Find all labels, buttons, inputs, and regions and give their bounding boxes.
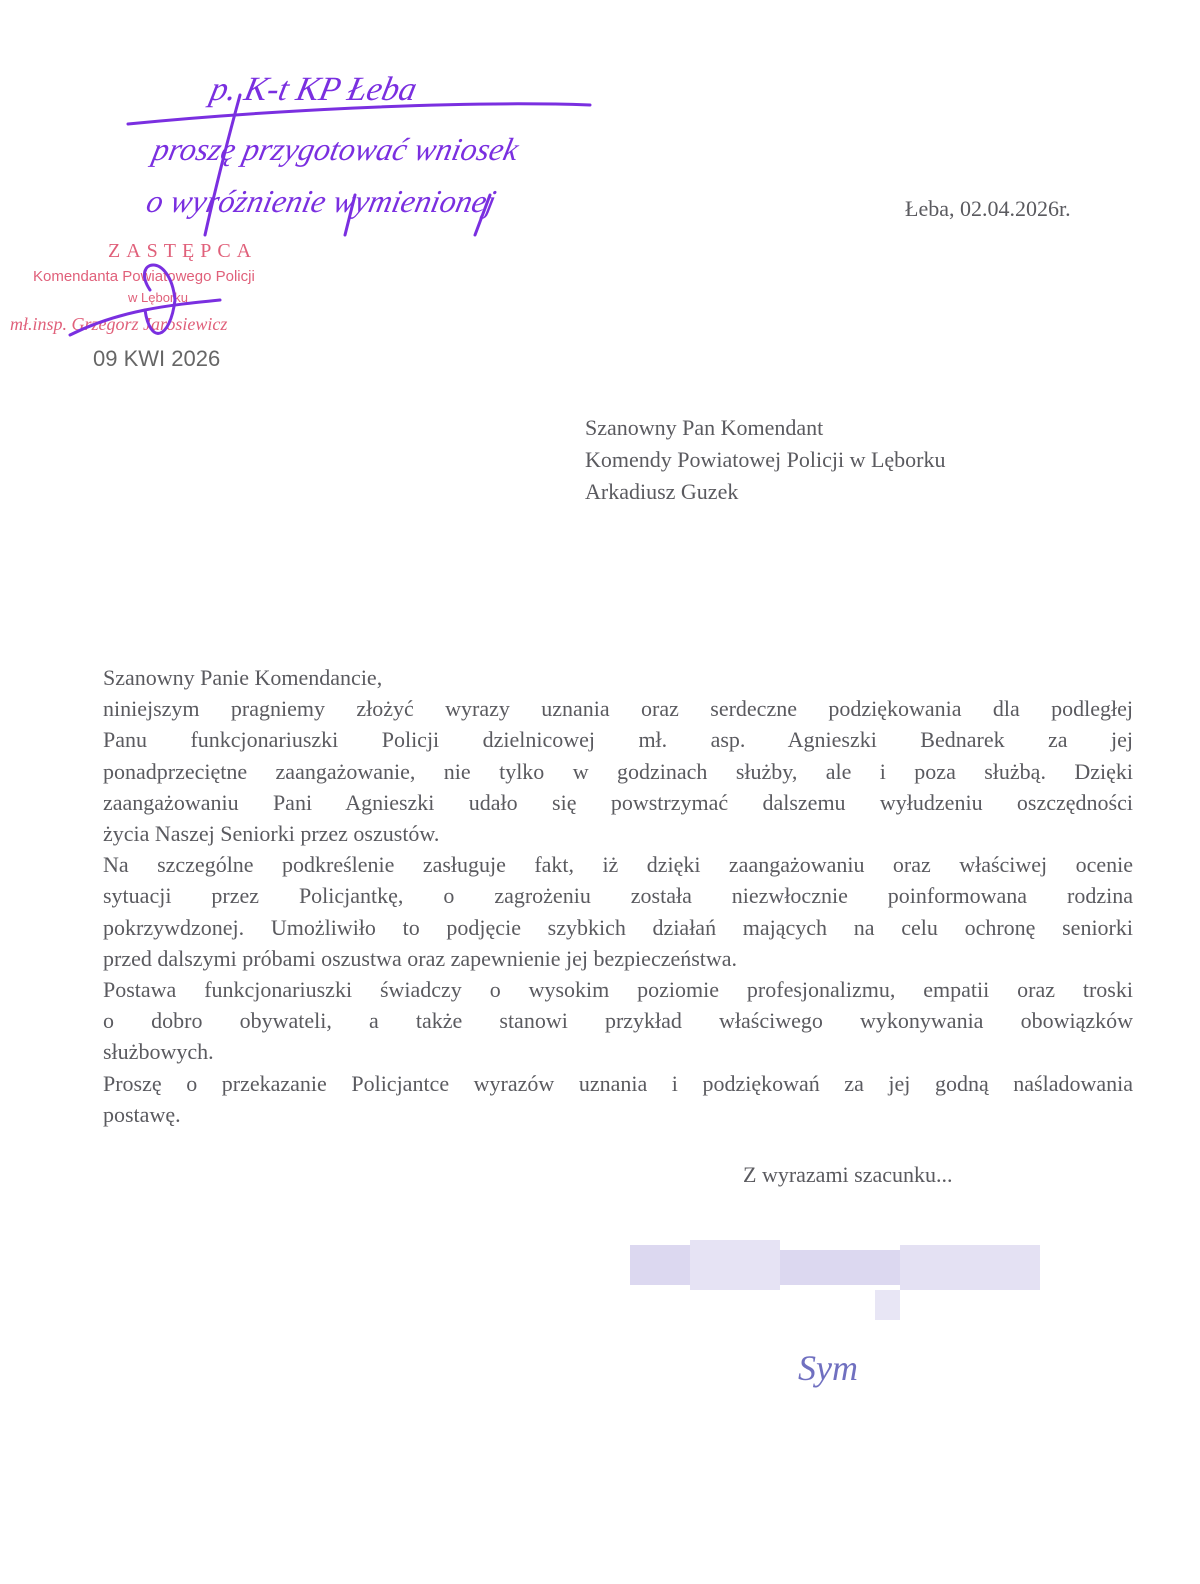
stamp-name: mł.insp. Grzegorz Jarosiewicz — [10, 314, 228, 334]
body-line: przed dalszymi próbami oszustwa oraz zapewnienie jej bezpieczeństwa. — [103, 945, 738, 971]
body-line: Na szczególne podkreślenie zasługuje fakt, iż dzięki zaangażowaniu oraz właściwej ocenie — [103, 852, 1133, 878]
recipient-line: Komendy Powiatowej Policji w Lęborku — [585, 447, 946, 472]
body-line: służbowych. — [103, 1039, 214, 1065]
body-line: zaangażowaniu Pani Agnieszki udało się powstrzymać dalszemu wyłudzeniu oszczędności — [103, 789, 1133, 815]
annotation-line2: proszę przygotować wniosek — [149, 131, 522, 167]
annotation-line1: p. K-t KP Łeba — [207, 70, 421, 108]
body-line: sytuacji przez Policjantkę, o zagrożeniu została niezwłocznie poinformowana rodzina — [103, 883, 1133, 909]
body-line: postawę. — [103, 1101, 181, 1127]
body-line: Postawa funkcjonariuszki świadczy o wysokim poziomie profesjonalizmu, empatii oraz troski — [103, 977, 1133, 1003]
recipient-line: Arkadiusz Guzek — [585, 479, 739, 504]
signature-loop — [144, 265, 175, 333]
body-line: o dobro obywateli, a także stanowi przykład właściwego wykonywania obowiązków — [103, 1008, 1133, 1034]
date-stamp: 09 KWI 2026 — [93, 346, 221, 371]
stamp-line1: Komendanta Powiatowego Policji — [33, 268, 255, 285]
body-line: niniejszym pragniemy złożyć wyrazy uznania oraz serdeczne podziękowania dla podległej — [103, 696, 1133, 722]
body-line: Proszę o przekazanie Policjantce wyrazów uznania i podziękowań za jej godną naśladowania — [103, 1070, 1133, 1096]
body-line: Panu funkcjonariuszki Policji dzielnicowej mł. asp. Agnieszki Bednarek za jej — [103, 727, 1133, 753]
body-line: ponadprzeciętne zaangażowanie, nie tylko w godzinach służby, ale i poza służbą. Dzięki — [103, 758, 1133, 784]
signature-strokes — [60, 250, 260, 360]
signature — [790, 1340, 910, 1400]
stamp-title: ZASTĘPCA — [108, 240, 258, 262]
letter-body — [103, 662, 1133, 1130]
salutation: Szanowny Panie Komendancie, — [103, 665, 383, 690]
signature-text: Sym — [798, 1348, 858, 1388]
body-line: pokrzywdzonej. Umożliwiło to podjęcie szybkich działań mających na celu ochronę seniorki — [103, 914, 1133, 940]
recipient-line: Szanowny Pan Komendant — [585, 415, 824, 440]
body-line: życia Naszej Seniorki przez oszustów. — [103, 821, 440, 847]
place-date: Łeba, 02.04.2026r. — [905, 196, 1071, 221]
stamp-line2: w Lęborku — [128, 290, 188, 305]
handwritten-annotation — [0, 0, 620, 240]
annotation-line3: o wyróżnienie wymienionej — [143, 183, 500, 219]
recipient-block — [585, 412, 946, 508]
closing-phrase: Z wyrazami szacunku... — [743, 1162, 953, 1187]
redacted-name — [630, 1235, 1050, 1330]
